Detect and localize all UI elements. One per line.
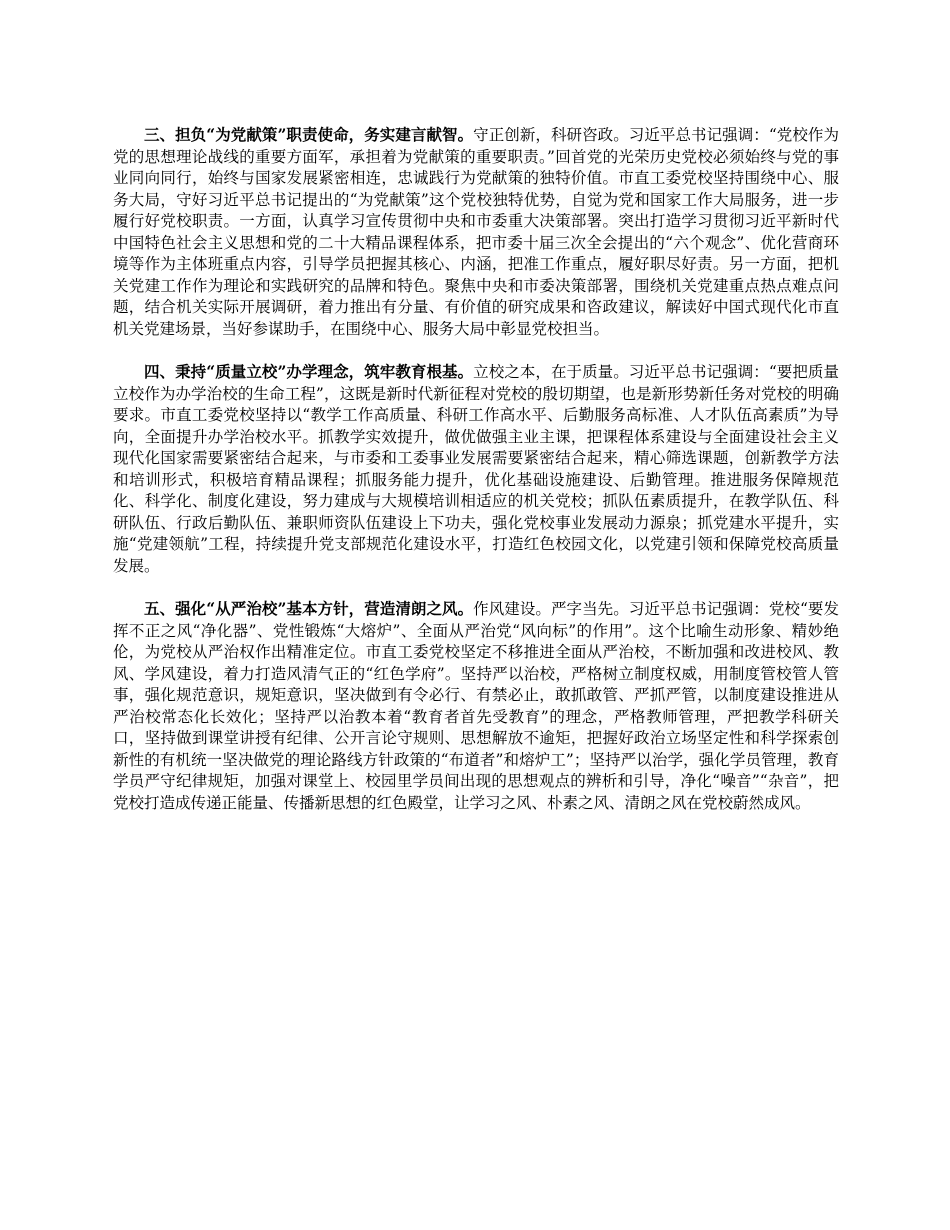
section-5-heading: 五、强化“从严治校”基本方针，营造清朗之风。 — [144, 599, 474, 618]
section-5-body: 作风建设。严字当先。习近平总书记强调：党校“要发挥不正之风“净化器”、党性锻炼“大熔炉”、全面从严治党“风向标”的作用”。这个比喻生动形象、精妙绝伦，为党校从严治权作出精准定位。市直工委党校坚定不移推进全面从严治校，不断加强和改进校风、教风、学风建设，着力打造风清气正的“红色学府”。坚持严以治校，严格树立制度权威，用制度管校管人管事，强化规范意识，规矩意识，坚决做到有令必行、有禁必止，敢抓敢管、严抓严管，以制度建设推进从严治校常态化长效化；坚持严以治教本着“教育者首先受教育”的理念，严格教师管理，严把教学科研关口，坚持做到课堂讲授有纪律、公开言论守规则、思想解放不逾矩，把握好政治立场坚定性和科学探索创新性的有机统一坚决做党的理论路线方针政策的“布道者”和熔炉工”；坚持严以治学，强化学员管理，教育学员严守纪律规矩，加强对课堂上、校园里学员间出现的思想观点的辨析和引导，净化“噪音”“杂音”，把党校打造成传递正能量、传播新思想的红色殿堂，让学习之风、朴素之风、清朗之风在党校蔚然成风。 — [113, 600, 839, 812]
section-4-paragraph — [113, 361, 839, 577]
section-3-paragraph — [113, 124, 839, 340]
section-4-body: 立校之本，在于质量。习近平总书记强调：“要把质量立校作为办学治校的生命工程”，这既是新时代新征程对党校的殷切期望，也是新形势新任务对党校的明确要求。市直工委党校坚持以“教学工作高质量、科研工作高水平、后勤服务高标准、人才队伍高素质”为导向，全面提升办学治校水平。抓教学实效提升，做优做强主业主课，把课程体系建设与全面建设社会主义现代化国家需要紧密结合起来，与市委和工委事业发展需要紧密结合起来，精心筛选课题，创新教学方法和培训形式，积极培育精品课程；抓服务能力提升，优化基础设施建设、后勤管理。推进服务保障规范化、科学化、制度化建设，努力建成与大规模培训相适应的机关党校；抓队伍素质提升，在教学队伍、科研队伍、行政后勤队伍、兼职师资队伍建设上下功夫，强化党校事业发展动力源泉；抓党建水平提升，实施“党建领航”工程，持续提升党支部规范化建设水平，打造红色校园文化，以党建引领和保障党校高质量发展。 — [113, 363, 839, 575]
section-4-heading: 四、秉持“质量立校”办学理念，筑牢教育根基。 — [144, 362, 474, 381]
section-3-heading: 三、担负“为党献策”职责使命，务实建言献智。 — [144, 125, 474, 144]
section-3-body: 守正创新，科研咨政。习近平总书记强调：“党校作为党的思想理论战线的重要方面军，承担着为党献策的重要职责。”回首党的光荣历史党校必须始终与党的事业同向同行，始终与国家发展紧密相连，忠诚践行为党献策的独特价值。市直工委党校坚持围绕中心、服务大局，守好习近平总书记提出的“为党献策”这个党校独特优势，自觉为党和国家工作大局服务，进一步履行好党校职责。一方面，认真学习宣传贯彻中央和市委重大决策部署。突出打造学习贯彻习近平新时代中国特色社会主义思想和党的二十大精品课程体系，把市委十届三次全会提出的“六个观念”、优化营商环境等作为主体班重点内容，引导学员把握其核心、内涵，把准工作重点，履好职尽好责。另一方面，把机关党建工作作为理论和实践研究的品牌和特色。聚焦中央和市委决策部署，围绕机关党建重点热点难点问题，结合机关实际开展调研，着力推出有分量、有价值的研究成果和咨政建议，解读好中国式现代化市直机关党建场景，当好参谋助手，在围绕中心、服务大局中彰显党校担当。 — [113, 126, 839, 338]
section-5-paragraph — [113, 598, 839, 814]
document-page — [113, 124, 839, 835]
